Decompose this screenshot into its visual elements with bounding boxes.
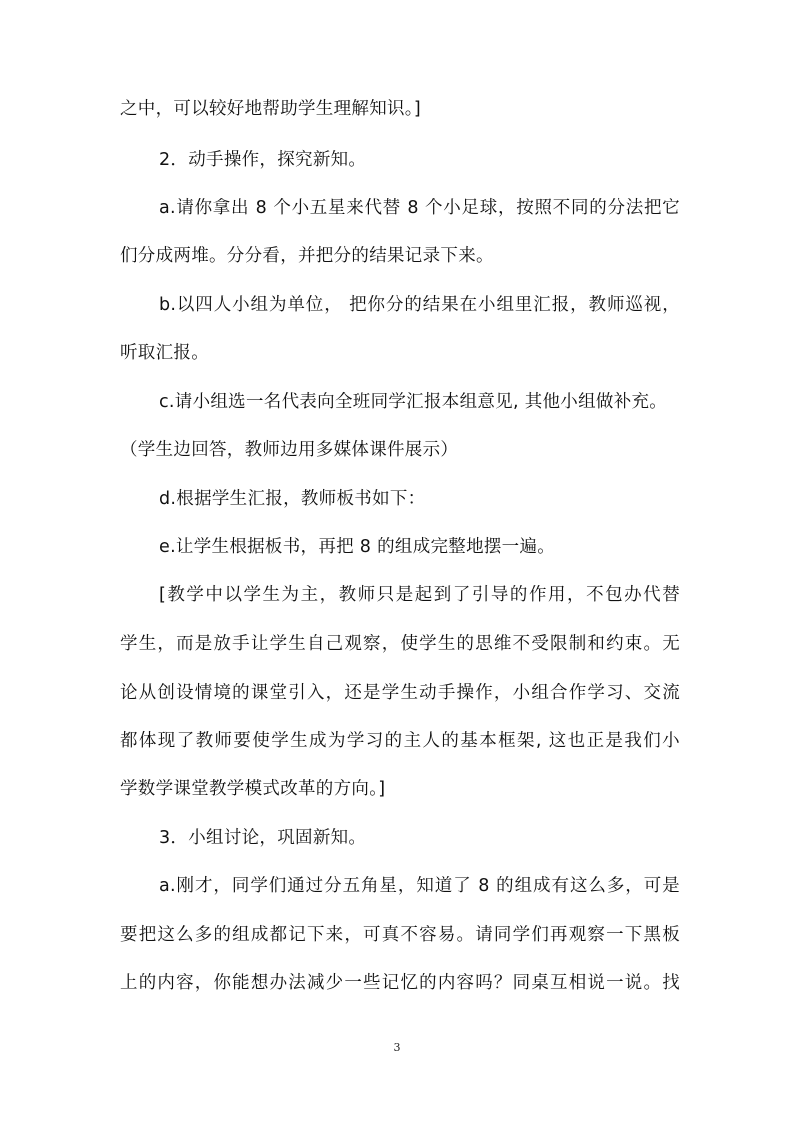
text-line-5: b.以四人小组为单位， 把你分的结果在小组里汇报，教师巡视， [159,295,680,315]
text-line-19: 上的内容，你能想办法减少一些记忆的内容吗？同桌互相说一说。找 [120,973,680,993]
text-line-13: 论从创设情境的课堂引入，还是学生动手操作，小组合作学习、交流 [120,683,680,703]
text-line-18: 要把这么多的组成都记下来，可真不容易。请同学们再观察一下黑板 [120,925,680,945]
text-line-17: a.刚才，同学们通过分五角星，知道了 8 的组成有这么多，可是 [159,876,680,896]
text-line-7: c.请小组选一名代表向全班同学汇报本组意见, 其他小组做补充。 [159,392,668,412]
text-line-9: d.根据学生汇报，教师板书如下： [159,489,426,509]
text-line-10: e.让学生根据板书，再把 8 的组成完整地摆一遍。 [159,537,556,557]
text-line-3: a.请你拿出 8 个小五星来代替 8 个小足球，按照不同的分法把它 [159,198,680,218]
section-heading-2: 2．动手操作，探究新知。 [159,150,367,170]
text-line-11: [教学中以学生为主，教师只是起到了引导的作用，不包办代替 [159,585,680,605]
text-line-6: 听取汇报。 [120,343,209,363]
text-line-15: 学数学课堂教学模式改革的方向。] [120,779,386,799]
page-number: 3 [393,1041,401,1054]
text-line-1: 之中，可以较好地帮助学生理解知识。] [120,99,421,119]
text-line-14: 都体现了教师要使学生成为学习的主人的基本框架, 这也正是我们小 [120,731,680,751]
text-line-8: （学生边回答，教师边用多媒体课件展示） [120,440,459,460]
text-line-12: 学生，而是放手让学生自己观察，使学生的思维不受限制和约束。无 [120,634,680,654]
section-heading-3: 3．小组讨论，巩固新知。 [159,828,367,848]
text-line-4: 们分成两堆。分分看，并把分的结果记录下来。 [120,246,494,266]
